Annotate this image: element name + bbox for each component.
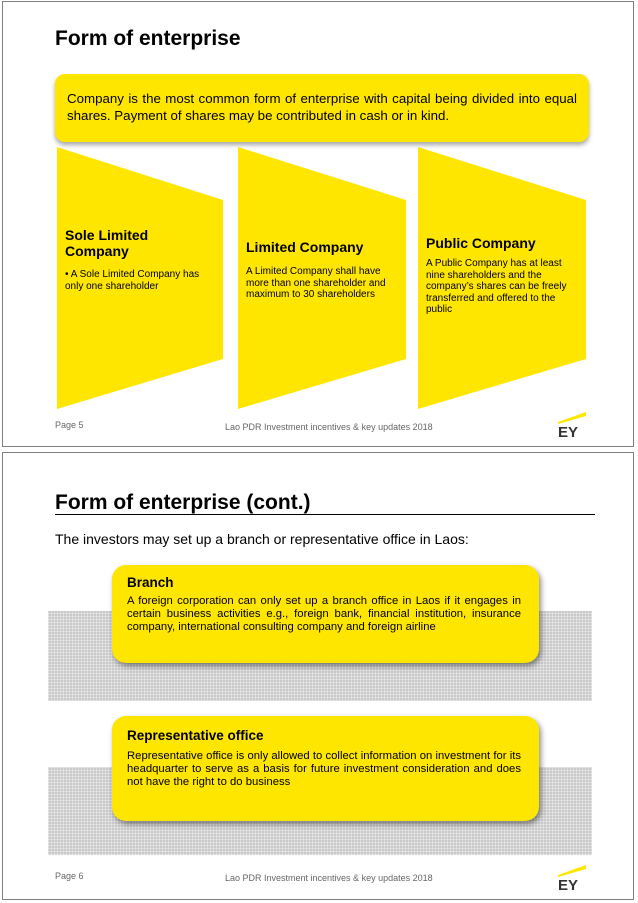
limited-company-title: Limited Company (246, 239, 364, 255)
slide-subtitle: The investors may set up a branch or representative office in Laos: (55, 531, 469, 547)
page-number: Page 6 (55, 871, 84, 881)
banner-text: Company is the most common form of enterprise with capital being divided into equal shares. Payment of shares may be contributed in cash or in kind. (67, 91, 577, 123)
slide-title: Form of enterprise (cont.) (55, 491, 311, 514)
sole-limited-company-shape (55, 147, 241, 409)
public-company-title: Public Company (426, 235, 536, 251)
ey-logo-text: EY (558, 424, 579, 438)
slide-page-6 (2, 452, 634, 900)
footer-text: Lao PDR Investment incentives & key updates 2018 (225, 873, 433, 883)
ey-logo (556, 410, 586, 438)
sole-limited-company-title: Sole Limited Company (65, 227, 149, 259)
title-rule (55, 514, 595, 515)
slide-title: Form of enterprise (55, 27, 241, 50)
footer-text: Lao PDR Investment incentives & key updates 2018 (225, 422, 433, 432)
definition-banner (55, 74, 589, 142)
public-company-shape (416, 147, 602, 409)
ey-logo-text: EY (558, 877, 579, 891)
public-company-text: A Public Company has at least nine shareholders and the company’s shares can be freely transferred and offered to the public (426, 258, 567, 315)
branch-text: A foreign corporation can only set up a branch office in Laos if it engages in certain business activities e.g., foreign bank, financial institution, insurance company, international consulting company and foreign airline (127, 595, 521, 634)
ey-logo (556, 863, 586, 891)
branch-title: Branch (127, 575, 174, 590)
page-number: Page 5 (55, 420, 84, 430)
sole-limited-company-text: • A Sole Limited Company has only one shareholder (65, 269, 200, 292)
slide-page-5 (2, 1, 634, 447)
representative-office-title: Representative office (127, 728, 264, 743)
representative-office-text: Representative office is only allowed to collect information on investment for its headquarter to serve as a basis for future investment consideration and does not have the right to do business (127, 750, 521, 789)
limited-company-text: A Limited Company shall have more than one shareholder and maximum to 30 shareholders (246, 266, 386, 300)
branch-box (112, 565, 539, 663)
representative-office-box (112, 716, 539, 821)
limited-company-shape (236, 147, 422, 409)
